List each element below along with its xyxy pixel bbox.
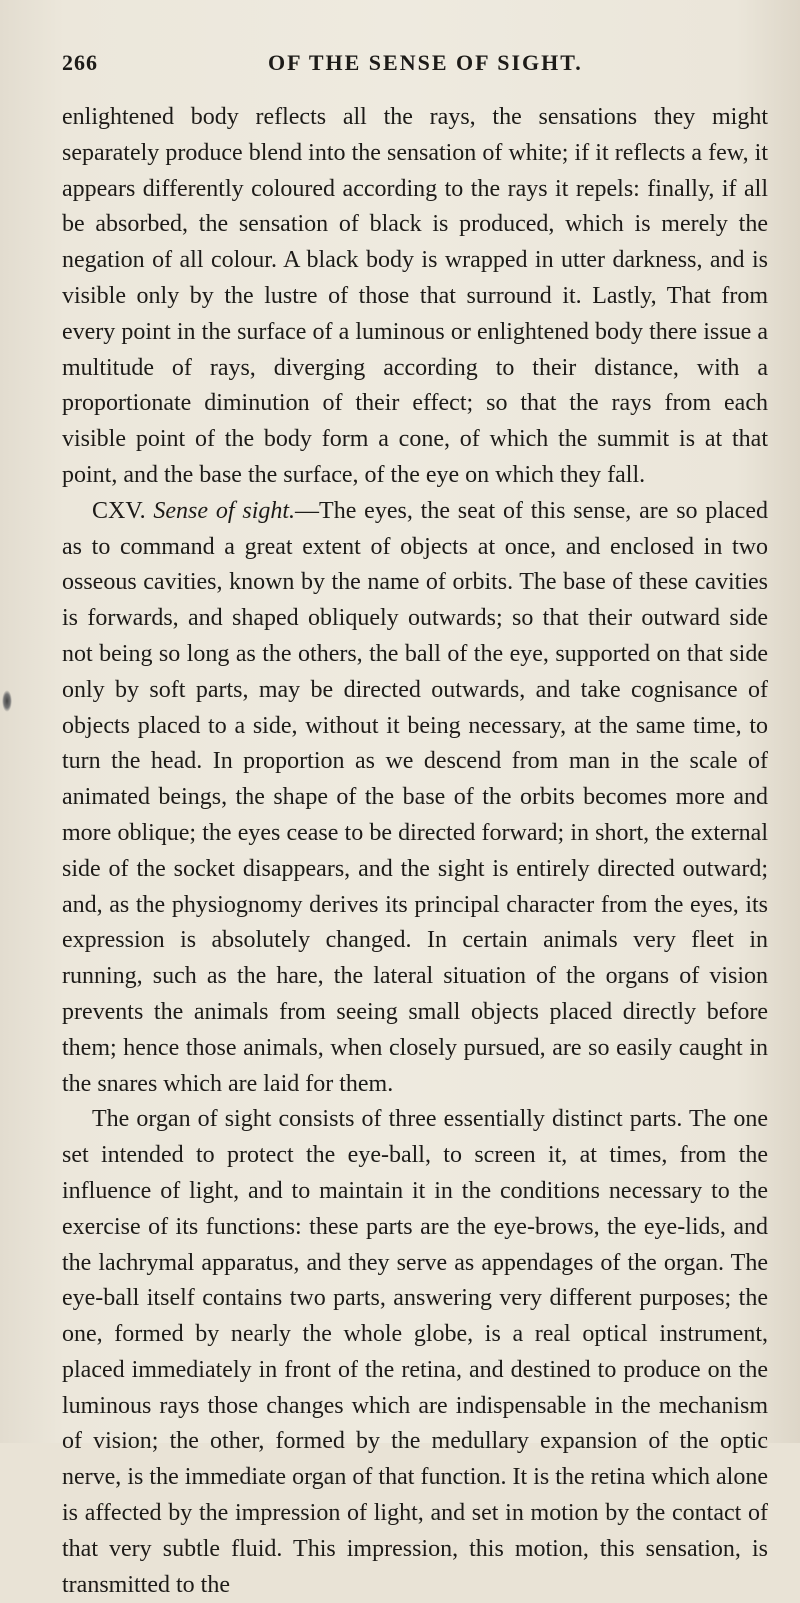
paragraph-organ-of-sight: The organ of sight consists of three essentially distinct parts. The one set intended to protect the eye-ball, to screen it, at times, from the influence of light, and to maintain it in the conditions necessary to the exercise of its functions: these parts are the eye-brows, the eye-lids, and the lachrymal apparatus, and they serve as appendages of the organ. The eye-ball itself contains two parts, answering very different purposes; the one, formed by nearly the whole globe, is a real optical instrument, placed immediately in front of the retina, and destined to produce on the luminous rays those changes which are indispensable in the mechanism of vision; the other, formed by the medullary expansion of the optic nerve, is the immediate organ of that function. It is the retina which alone is affected by the impression of light, and set in motion by the contact of that very subtle fluid. This impression, this motion, this sensation, is transmitted to the	[62, 1106, 768, 1598]
scan-blemish	[2, 690, 12, 712]
paragraph-continuation: enlightened body reflects all the rays, the sensations they might separately produce blend into the sensation of white; if it reflects a few, it appears differently coloured according to the rays it repels: finally, if all be absorbed, the sensation of black is produced, which is merely the negation of all colour. A black body is wrapped in utter darkness, and is visible only by the lustre of those that surround it. Lastly, That from every point in the surface of a luminous or enlightened body there issue a multitude of rays, diverging according to their distance, with a proportionate diminution of their effect; so that the rays from each visible point of the body form a cone, of which the summit is at that point, and the base the surface, of the eye on which they fall.	[62, 104, 768, 488]
section-text: —The eyes, the seat of this sense, are so placed as to command a great extent of objects at once, and enclosed in two osseous cavities, known by the name of orbits. The base of these cavities is forwards, and shaped obliquely outwards; so that their outward side not being so long as the others, the ball of the eye, supported on that side only by soft parts, may be directed outwards, and take cognisance of objects placed to a side, without it being necessary, at the same time, to turn the head. In proportion as we descend from man in the scale of animated beings, the shape of the base of the orbits becomes more and more oblique; the eyes cease to be directed forward; in short, the external side of the socket disappears, and the sight is entirely directed outward; and, as the physiognomy derives its principal character from the eyes, its expression is absolutely changed. In certain animals very fleet in running, such as the hare, the lateral situation of the organs of vision prevents the animals from seeing small objects placed directly before them; hence those animals, when closely pursued, are so easily caught in the snares which are laid for them.	[62, 497, 768, 1097]
section-number: CXV.	[92, 497, 146, 524]
text-body	[62, 100, 768, 1603]
running-head	[62, 50, 762, 80]
section-title: Sense of sight.	[153, 497, 296, 524]
paragraph-section-cxv	[62, 494, 768, 1103]
page-number: 266	[62, 50, 98, 75]
running-title: OF THE SENSE OF SIGHT.	[268, 50, 583, 75]
